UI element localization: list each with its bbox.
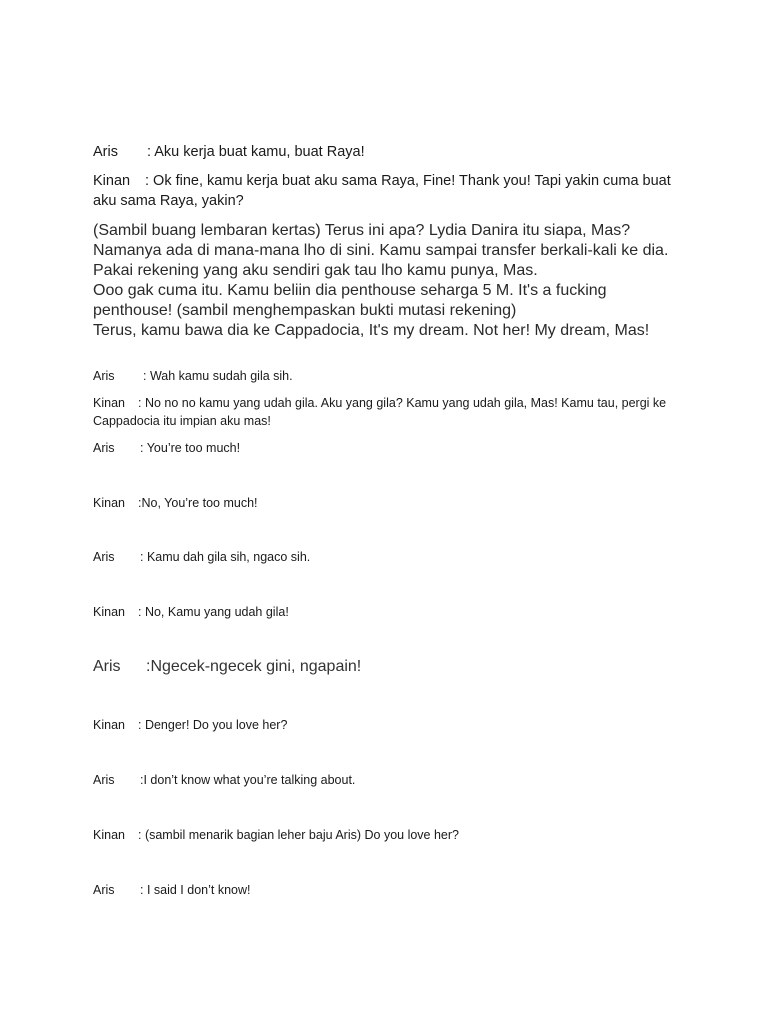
speaker-name: Kinan bbox=[93, 718, 125, 732]
dialogue-text: : (sambil menarik bagian leher baju Aris) Do you love her? bbox=[138, 828, 459, 842]
dialogue-line-aris-5 bbox=[93, 657, 683, 677]
dialogue-text: :I don’t know what you’re talking about. bbox=[140, 773, 356, 787]
speaker-name: Aris bbox=[93, 369, 115, 383]
speaker-name: Kinan bbox=[93, 496, 125, 510]
speaker-name: Kinan bbox=[93, 173, 131, 189]
dialogue-line-aris-2 bbox=[93, 367, 683, 385]
narration-paragraph: Terus, kamu bawa dia ke Cappadocia, It's my dream. Not her! My dream, Mas! bbox=[93, 322, 650, 339]
dialogue-text: : Ok fine, kamu kerja buat aku sama Raya, Fine! Thank you! Tapi yakin cuma buat aku sama Raya, yakin? bbox=[93, 173, 671, 209]
dialogue-text: : You’re too much! bbox=[140, 441, 241, 455]
dialogue-line-aris-7 bbox=[93, 881, 683, 899]
speaker-name: Aris bbox=[93, 883, 115, 897]
dialogue-text: : Kamu dah gila sih, ngaco sih. bbox=[140, 550, 311, 564]
narration-block bbox=[93, 221, 673, 341]
dialogue-line-kinan-4 bbox=[93, 603, 683, 621]
speaker-name: Aris bbox=[93, 144, 118, 160]
dialogue-text: : No no no kamu yang udah gila. Aku yang gila? Kamu yang udah gila, Mas! Kamu tau, pergi ke Cappadocia itu impian aku mas! bbox=[93, 396, 667, 428]
dialogue-line-kinan-2 bbox=[93, 394, 668, 430]
speaker-name: Kinan bbox=[93, 605, 125, 619]
narration-paragraph: Ooo gak cuma itu. Kamu beliin dia penthouse seharga 5 M. It's a fucking penthouse! (sambil menghempaskan bukti mutasi rekening) bbox=[93, 282, 607, 319]
speaker-name: Aris bbox=[93, 550, 115, 564]
dialogue-line-kinan-6 bbox=[93, 826, 683, 844]
dialogue-line-aris-4 bbox=[93, 548, 683, 566]
speaker-name: Kinan bbox=[93, 828, 125, 842]
dialogue-text: : Aku kerja buat kamu, buat Raya! bbox=[147, 144, 365, 160]
dialogue-text: : I said I don’t know! bbox=[140, 883, 251, 897]
speaker-name: Aris bbox=[93, 658, 121, 675]
dialogue-line-aris-3 bbox=[93, 439, 683, 457]
dialogue-line-kinan-5 bbox=[93, 716, 683, 734]
speaker-name: Kinan bbox=[93, 396, 125, 410]
narration-paragraph: (Sambil buang lembaran kertas) Terus ini apa? Lydia Danira itu siapa, Mas? Namanya ada di mana-mana lho di sini. Kamu sampai transfer berkali-kali ke dia. Pakai rekening yang aku sendiri gak tau lho kamu punya, Mas. bbox=[93, 222, 669, 279]
speaker-name: Aris bbox=[93, 773, 115, 787]
dialogue-line-aris-1 bbox=[93, 142, 683, 162]
dialogue-line-kinan-3 bbox=[93, 494, 683, 512]
dialogue-text: :Ngecek-ngecek gini, ngapain! bbox=[146, 658, 362, 675]
dialogue-line-aris-6 bbox=[93, 771, 683, 789]
dialogue-text: : Denger! Do you love her? bbox=[138, 718, 288, 732]
dialogue-text: : No, Kamu yang udah gila! bbox=[138, 605, 289, 619]
dialogue-text: :No, You’re too much! bbox=[138, 496, 258, 510]
dialogue-text: : Wah kamu sudah gila sih. bbox=[143, 369, 293, 383]
speaker-name: Aris bbox=[93, 441, 115, 455]
dialogue-line-kinan-1 bbox=[93, 171, 683, 211]
